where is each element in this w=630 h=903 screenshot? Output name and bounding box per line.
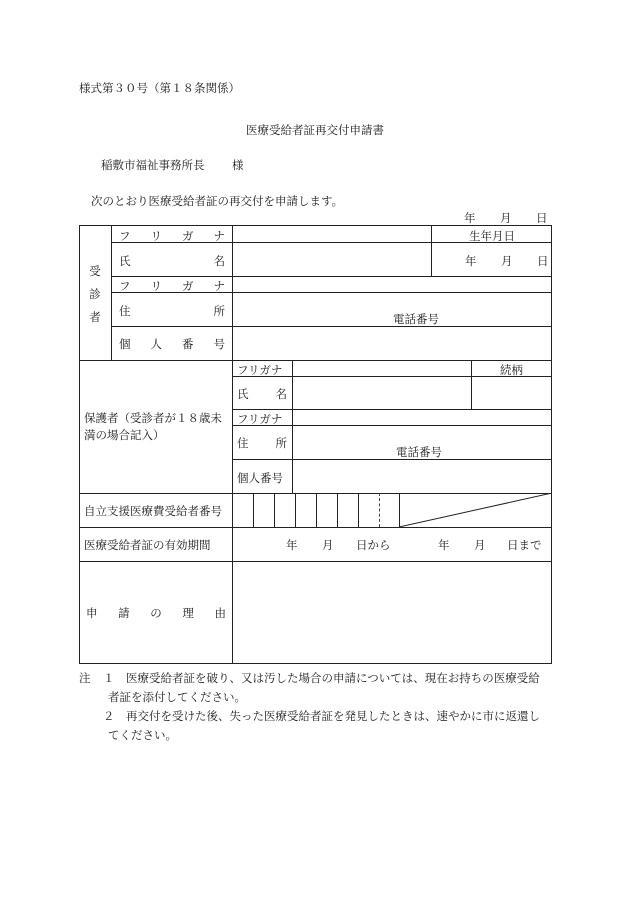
intro-text: 次のとおり医療受給者証の再交付を申請します。 (91, 194, 344, 208)
date-day-label: 日 (536, 211, 548, 225)
form-number: 様式第３０号（第１８条関係） (79, 81, 240, 95)
validity-label: 医療受給者証の有効期間 (84, 538, 211, 552)
patient-name-label: 氏 名 (119, 254, 225, 268)
validity-from-day: 日から (356, 538, 391, 552)
date-month-label: 月 (500, 211, 512, 225)
note-text-line1: 医療受給者証を破り、又は汚した場合の申請については、現在お持ちの医療受給 (126, 671, 540, 685)
honorific: 様 (232, 158, 244, 172)
application-form-table (79, 225, 552, 664)
validity-from-year: 年 (286, 538, 298, 552)
validity-to-day: 日まで (507, 538, 542, 552)
guardian-section-label: 保護者（受診者が１８歳未 満の場合記入） (84, 411, 222, 442)
guardian-address-label: 住 所 (237, 436, 287, 450)
diagonal-strike (399, 493, 552, 527)
guardian-relation-label: 続柄 (500, 363, 523, 377)
patient-furigana-label: フ リ ガ ナ (119, 229, 225, 243)
notes-prefix: 注 (79, 671, 91, 685)
date-year-label: 年 (464, 211, 476, 225)
guardian-furigana-label: フリガナ (237, 363, 283, 377)
note-text-line2: 者証を添付してください。 (108, 690, 246, 704)
patient-personal-number-label: 個 人 番 号 (119, 337, 225, 351)
note-number: １ (103, 671, 115, 685)
birthdate-label: 生年月日 (469, 229, 515, 243)
guardian-name-label: 氏 名 (237, 387, 287, 401)
validity-to-month: 月 (474, 538, 486, 552)
patient-address-furigana-label: フ リ ガ ナ (119, 279, 225, 293)
birth-day-label: 日 (537, 254, 549, 268)
guardian-personal-number-label: 個人番号 (237, 471, 283, 485)
guardian-phone-label: 電話番号 (396, 445, 442, 459)
reason-label: 申 請 の 理 由 (86, 606, 226, 620)
validity-from-month: 月 (322, 538, 334, 552)
guardian-address-furigana-label: フリガナ (237, 412, 283, 426)
birth-month-label: 月 (501, 254, 513, 268)
note-text-line1: 再交付を受けた後、失った医療受給者証を発見したときは、速やかに市に返還し (126, 709, 540, 723)
patient-section-label: 受 診 者 (89, 264, 101, 324)
addressee: 稲敷市福祉事務所長 (101, 158, 205, 172)
patient-address-label: 住 所 (119, 304, 225, 318)
page-title: 医療受給者証再交付申請書 (246, 123, 384, 137)
validity-to-year: 年 (438, 538, 450, 552)
patient-phone-label: 電話番号 (393, 312, 439, 326)
note-number: ２ (103, 709, 115, 723)
note-text-line2: てください。 (108, 728, 177, 742)
birth-year-label: 年 (465, 254, 477, 268)
recipient-number-label: 自立支援医療費受給者番号 (84, 504, 222, 518)
